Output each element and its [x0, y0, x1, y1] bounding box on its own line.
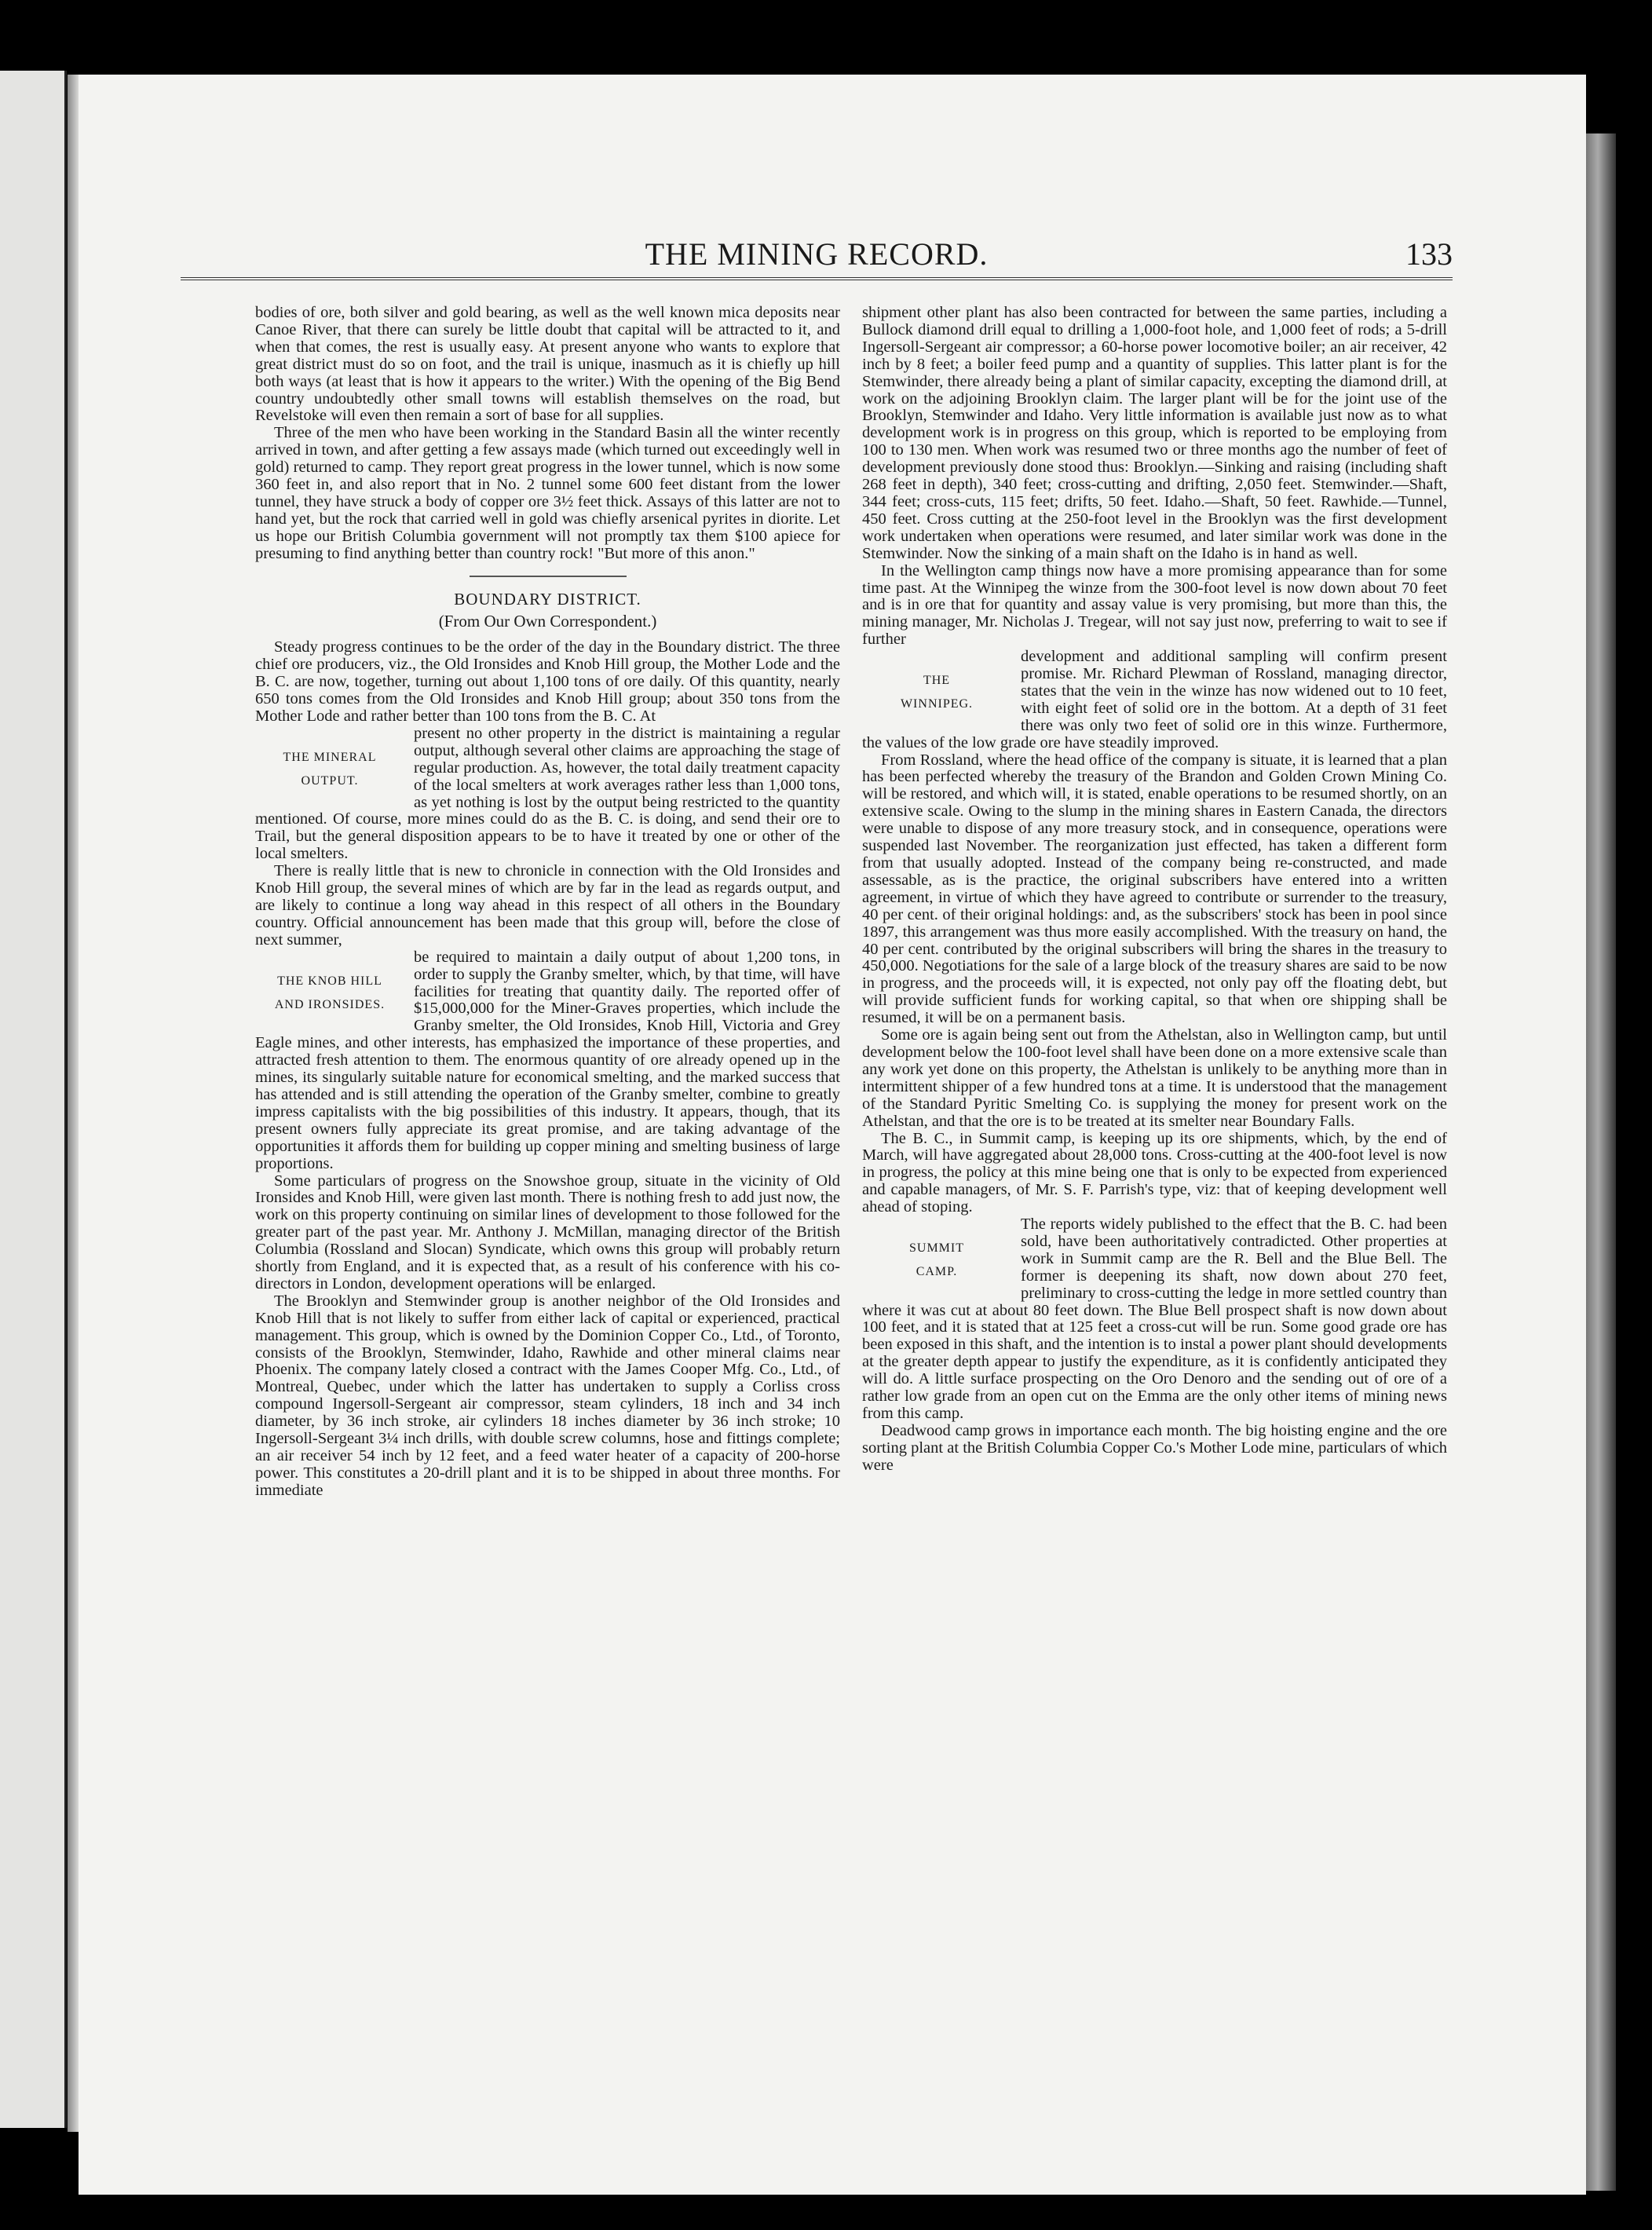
- side-heading-line: THE MINERAL: [283, 750, 377, 764]
- side-heading-line: AND IRONSIDES.: [274, 997, 386, 1011]
- page-edge-shadow: [1586, 133, 1616, 2191]
- paragraph: bodies of ore, both silver and gold bearing, as well as the well known mica deposits near Canoe River, that there can surely be little doubt that capital will be attracted to it, and when that comes, the rest is usually easy. At present anyone who wants to explore that great district must do so on foot, and the trail is unique, inasmuch as it is chiefly up hill both ways (at least that is how it appears to the writer.) With the opening of the Big Bend country undoubtedly other small towns will establish themselves on the road, but Revelstoke will even then remain a sort of base for all supplies.: [255, 304, 840, 425]
- left-column: [255, 305, 840, 1500]
- paragraph: Some particulars of progress on the Snowshoe group, situate in the vicinity of Old Ironsides and Knob Hill, were given last month. There is nothing fresh to add just now, the work on this property continuing on similar lines of development to those followed for the greater part of the past year. Mr. Anthony J. McMillan, managing director of the British Columbia (Rossland and Slocan) Syndicate, which owns this group will probably return shortly from England, and it is expected that, as a result of his conference with his co-directors in London, development operations will be enlarged.: [255, 1172, 840, 1292]
- paragraph: In the Wellington camp things now have a more promising appearance than for some time past. At the Winnipeg the winze from the 300-foot level is now down about 70 feet and is in ore that for quantity and assay value is very promising, but more than this, the mining manager, Mr. Nicholas J. Tregear, will not say just now, preferring to wait to see if further: [862, 561, 1447, 649]
- side-heading-line: WINNIPEG.: [900, 697, 974, 711]
- book-gutter: [68, 75, 79, 2132]
- side-heading-line: SUMMIT: [908, 1241, 964, 1256]
- side-heading-line: THE KNOB HILL: [277, 974, 382, 988]
- journal-title: THE MINING RECORD.: [645, 236, 989, 272]
- section-byline: (From Our Own Correspondent.): [438, 611, 657, 631]
- paragraph: Some ore is again being sent out from the Athelstan, also in Wellington camp, but until development below the 100-foot level shall have been done on a more extensive scale than any work yet done on this property, the Athelstan is unlikely to be anything more than in intermittent shipper of a few hundred tons at a time. It is understood that the management of the Standard Pyritic Smelting Co. is supplying the money for present work on the Athelstan, and that the ore is to be treated at its smelter near Boundary Falls.: [862, 1026, 1447, 1130]
- paragraph: development and additional sampling will confirm present promise. Mr. Richard Plewman of Rossland, managing director, states that the vein in the winze has now widened out to 10 feet, with eight feet of solid ore in the bottom. At a depth of 31 feet there was only two feet of solid ore in this winze. Furthermore, the values of the low grade ore have steadily improved.: [862, 648, 1447, 751]
- right-column: [862, 305, 1447, 1475]
- section-heading: BOUNDARY DISTRICT.: [454, 589, 641, 609]
- paragraph: Deadwood camp grows in importance each month. The big hoisting engine and the ore sorting plant at the British Columbia Copper Co.'s Mother Lode mine, particulars of which were: [862, 1421, 1447, 1474]
- paragraph: shipment other plant has also been contracted for between the same parties, including a Bullock diamond drill equal to drilling a 1,000-foot hole, and 1,000 feet of rods; a 5-drill Ingersoll-Sergeant air compressor; a 60-horse power locomotive boiler; an air receiver, 42 inch by 8 feet; a boiler feed pump and a quantity of supplies. This latter plant is for the Stemwinder, there already being a plant of similar capacity, excepting the diamond drill, at work on the adjoining Brooklyn claim. The larger plant will be for the joint use of the Brooklyn, Stemwinder and Idaho. Very little information is available just now as to what development work is in progress on this group, which is reported to be employing from 100 to 130 men. When work was resumed two or three months ago the number of feet of development previously done stood thus: Brooklyn.—Sinking and raising (including shaft 268 feet in depth), 340 feet; cross-cutting and drifting, 2,050 feet. Stemwinder.—Shaft, 344 feet; cross-cuts, 115 feet; drifts, 50 feet. Idaho.—Shaft, 50 feet. Rawhide.—Tunnel, 450 feet. Cross cutting at the 250-foot level in the Brooklyn was the first development work undertaken when operations were resumed, and later similar work was done in the Stemwinder. Now the sinking of a main shaft on the Idaho is in hand as well.: [862, 304, 1447, 562]
- paragraph: be required to maintain a daily output of about 1,200 tons, in order to supply the Granby smelter, which, by that time, will have facilities for treating that quantity daily. The reported offer of $15,000,000 for the Miner-Graves properties, which include the Granby smelter, the Old Ironsides, Knob Hill, Victoria and Grey Eagle mines, and other interests, has emphasized the importance of these properties, and attracted fresh attention to them. The enormous quantity of ore already opened up in the mines, its singularly suitable nature for economical smelting, and the marked success that has attended and is still attending the operation of the Granby smelter, combine to greatly impress capitalists with the big possibilities of this industry. It appears, though, that its present owners fully appreciate its great promise, and are taking advantage of the opportunities it affords them for building up copper mining and smelting business of large proportions.: [255, 948, 840, 1172]
- side-heading: [255, 970, 404, 1017]
- side-heading: [862, 1237, 1011, 1284]
- paragraph: The reports widely published to the effect that the B. C. had been sold, have been authoritatively contradicted. Other properties at work in Summit camp are the R. Bell and the Blue Bell. The former is deepening its shaft, now down about 270 feet, preliminary to cross-cutting the ledge in more settled country than where it was cut at about 80 feet down. The Blue Bell prospect shaft is now down about 100 feet, and it is stated that at 125 feet a cross-cut will be run. Some good grade ore has been exposed in this shaft, and the intention is to instal a power plant should developments at the greater depth appear to justify the expenditure, as it is confidently anticipated they will do. A little surface prospecting on the Oro Denoro and the sending out of ore of a rather low grade from an open cut on the Emma are the only other items of mining news from this camp.: [862, 1216, 1447, 1422]
- paragraph: present no other property in the district is maintaining a regular output, although several other claims are approaching the stage of regular production. As, however, the total daily treatment capacity of the local smelters at work averages rather less than 1,000 tons, as yet nothing is lost by the output being restricted to the quantity mentioned. Of course, more mines could do as the B. C. is doing, and send their ore to Trail, but the general disposition appears to be to have it treated by one or other of the local smelters.: [255, 724, 840, 863]
- section-divider: [470, 576, 627, 577]
- side-heading-line: THE: [923, 674, 951, 688]
- facing-page-edge: [0, 71, 67, 2128]
- running-header: [181, 236, 1453, 283]
- side-heading-line: OUTPUT.: [301, 773, 359, 788]
- paragraph: From Rossland, where the head office of the company is situate, it is learned that a plan has been perfected whereby the treasury of the Brandon and Golden Crown Mining Co. will be restored, and which will, it is stated, enable operations to be resumed shortly, on an extensive scale. Owing to the slump in the mining shares in Eastern Canada, the directors were unable to dispose of any more treasury stock, and in consequence, operations were suspended last November. The reorganization just effected, has taken a different form from that usually adopted. Instead of the company being re-constructed, and made assessable, as is the practice, the original subscribers have entered into a written agreement, in virtue of which they have agreed to contribute or surrender to the treasury, 40 per cent. of their original holdings: and, as the subscribers' stock has been in pool since 1897, this arrangement was thus more easily accomplished. With the treasury on hand, the 40 per cent. contributed by the original subscribers will bring the shares in the treasury to 450,000. Negotiations for the sale of a large block of the treasury shares are said to be now in progress, and the proceeds will, it is expected, not only pay off the floating debt, but will provide sufficient funds for working capital, so that when ore shipping shall be resumed, it will be on a permanent basis.: [862, 751, 1447, 1027]
- side-heading: [255, 746, 404, 793]
- paragraph: There is really little that is new to chronicle in connection with the Old Ironsides and Knob Hill group, the several mines of which are by far in the lead as regards output, and are likely to continue a long way ahead in this respect of all others in the Boundary country. Official announcement has been made that this group will, before the close of next summer,: [255, 862, 840, 949]
- page-number: 133: [1405, 236, 1453, 272]
- side-heading-line: CAMP.: [916, 1265, 958, 1279]
- paragraph: The Brooklyn and Stemwinder group is another neighbor of the Old Ironsides and Knob Hill that is not likely to suffer from either lack of capital or experienced, practical management. This group, which is owned by the Dominion Copper Co., Ltd., of Toronto, consists of the Brooklyn, Stemwinder, Idaho, Rawhide and other mineral claims near Phoenix. The company lately closed a contract with the James Cooper Mfg. Co., Ltd., of Montreal, Quebec, under which the latter has undertaken to supply a Corliss cross compound Ingersoll-Sergeant air compressor, steam cylinders, 18 inch and 34 inch diameter, by 36 inch stroke, air cylinders 18 inches diameter by 36 inch stroke; 10 Ingersoll-Sergeant 3¼ inch drills, with double screw columns, hose and fittings complete; an air receiver 54 inch by 12 feet, and a feed water heater of a capacity of 200-horse power. This constitutes a 20-drill plant and it is to be shipped in about three months. For immediate: [255, 1292, 840, 1499]
- header-rule: [181, 277, 1453, 280]
- paragraph: Steady progress continues to be the order of the day in the Boundary district. The three chief ore producers, viz., the Old Ironsides and Knob Hill group, the Mother Lode and the B. C. are now, together, turning out about 1,100 tons of ore daily. Of this quantity, nearly 650 tons comes from the Old Ironsides and Knob Hill group; about 350 tons from the Mother Lode and rather better than 100 tons from the B. C. At: [255, 638, 840, 726]
- paragraph: The B. C., in Summit camp, is keeping up its ore shipments, which, by the end of March, will have aggregated about 28,000 tons. Cross-cutting at the 400-foot level is now in progress, the policy at this mine being one that is only to be expected from experienced and capable managers, of Mr. S. F. Parrish's type, viz: that of keeping development well ahead of stoping.: [862, 1129, 1447, 1216]
- paragraph: Three of the men who have been working in the Standard Basin all the winter recently arrived in town, and after getting a few assays made (which turned out exceedingly well in gold) returned to camp. They report great progress in the lower tunnel, which is now some 360 feet in, and also report that in No. 2 tunnel some 600 feet distant from the lower tunnel, they have struck a body of copper ore 3½ feet thick. Assays of this latter are not to hand yet, but the rock that carried well in gold was chiefly arsenical pyrites in diorite. Let us hope our British Columbia government will not promptly tax them $100 apiece for presuming to find anything better than country rock! "But more of this anon.": [255, 424, 840, 562]
- side-heading: [862, 669, 1011, 716]
